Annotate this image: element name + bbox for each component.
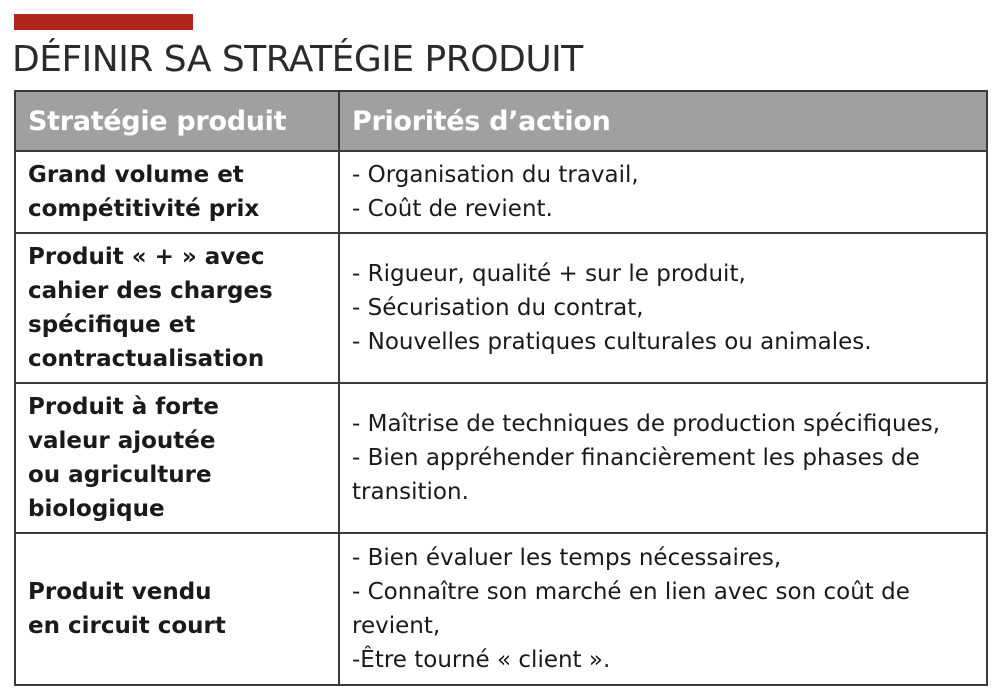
strategy-line: spécifique et <box>28 312 196 338</box>
priority-item: - Coût de revient. <box>352 196 553 222</box>
table-row <box>15 233 987 383</box>
priority-item: - Nouvelles pratiques culturales ou animales. <box>352 329 872 355</box>
table-row <box>15 533 987 685</box>
priority-item: -Être tourné « client ». <box>352 647 611 673</box>
strategy-line: compétitivité prix <box>28 196 260 222</box>
table-row <box>15 151 987 233</box>
priority-item: - Connaître son marché en lien avec son coût de revient, <box>352 579 910 639</box>
strategy-line: contractualisation <box>28 346 265 372</box>
header-priorities: Priorités d’action <box>339 91 987 151</box>
priority-item: - Bien appréhender financièrement les phases de transition. <box>352 445 920 505</box>
priority-item: - Bien évaluer les temps nécessaires, <box>352 545 782 571</box>
strategy-line: ou agriculture <box>28 462 212 488</box>
priority-item: - Sécurisation du contrat, <box>352 295 644 321</box>
strategy-line: cahier des charges <box>28 278 273 304</box>
strategy-table <box>14 90 988 686</box>
strategy-cell <box>15 233 339 383</box>
accent-bar <box>14 14 193 30</box>
table-header-row <box>15 91 987 151</box>
strategy-line: en circuit court <box>28 613 226 639</box>
table-row <box>15 383 987 533</box>
page-title: DÉFINIR SA STRATÉGIE PRODUIT <box>12 39 583 80</box>
strategy-cell <box>15 533 339 685</box>
priorities-cell <box>339 151 987 233</box>
strategy-line: biologique <box>28 496 165 522</box>
priority-item: - Rigueur, qualité + sur le produit, <box>352 261 746 287</box>
priorities-cell <box>339 233 987 383</box>
header-strategy: Stratégie produit <box>15 91 339 151</box>
priorities-cell <box>339 533 987 685</box>
priority-item: - Organisation du travail, <box>352 162 639 188</box>
priorities-cell <box>339 383 987 533</box>
strategy-cell <box>15 383 339 533</box>
strategy-line: Produit vendu <box>28 579 212 605</box>
strategy-cell <box>15 151 339 233</box>
priority-item: - Maîtrise de techniques de production spécifiques, <box>352 411 941 437</box>
strategy-line: valeur ajoutée <box>28 428 216 454</box>
strategy-line: Produit à forte <box>28 394 219 420</box>
strategy-line: Grand volume et <box>28 162 244 188</box>
strategy-line: Produit « + » avec <box>28 244 265 270</box>
